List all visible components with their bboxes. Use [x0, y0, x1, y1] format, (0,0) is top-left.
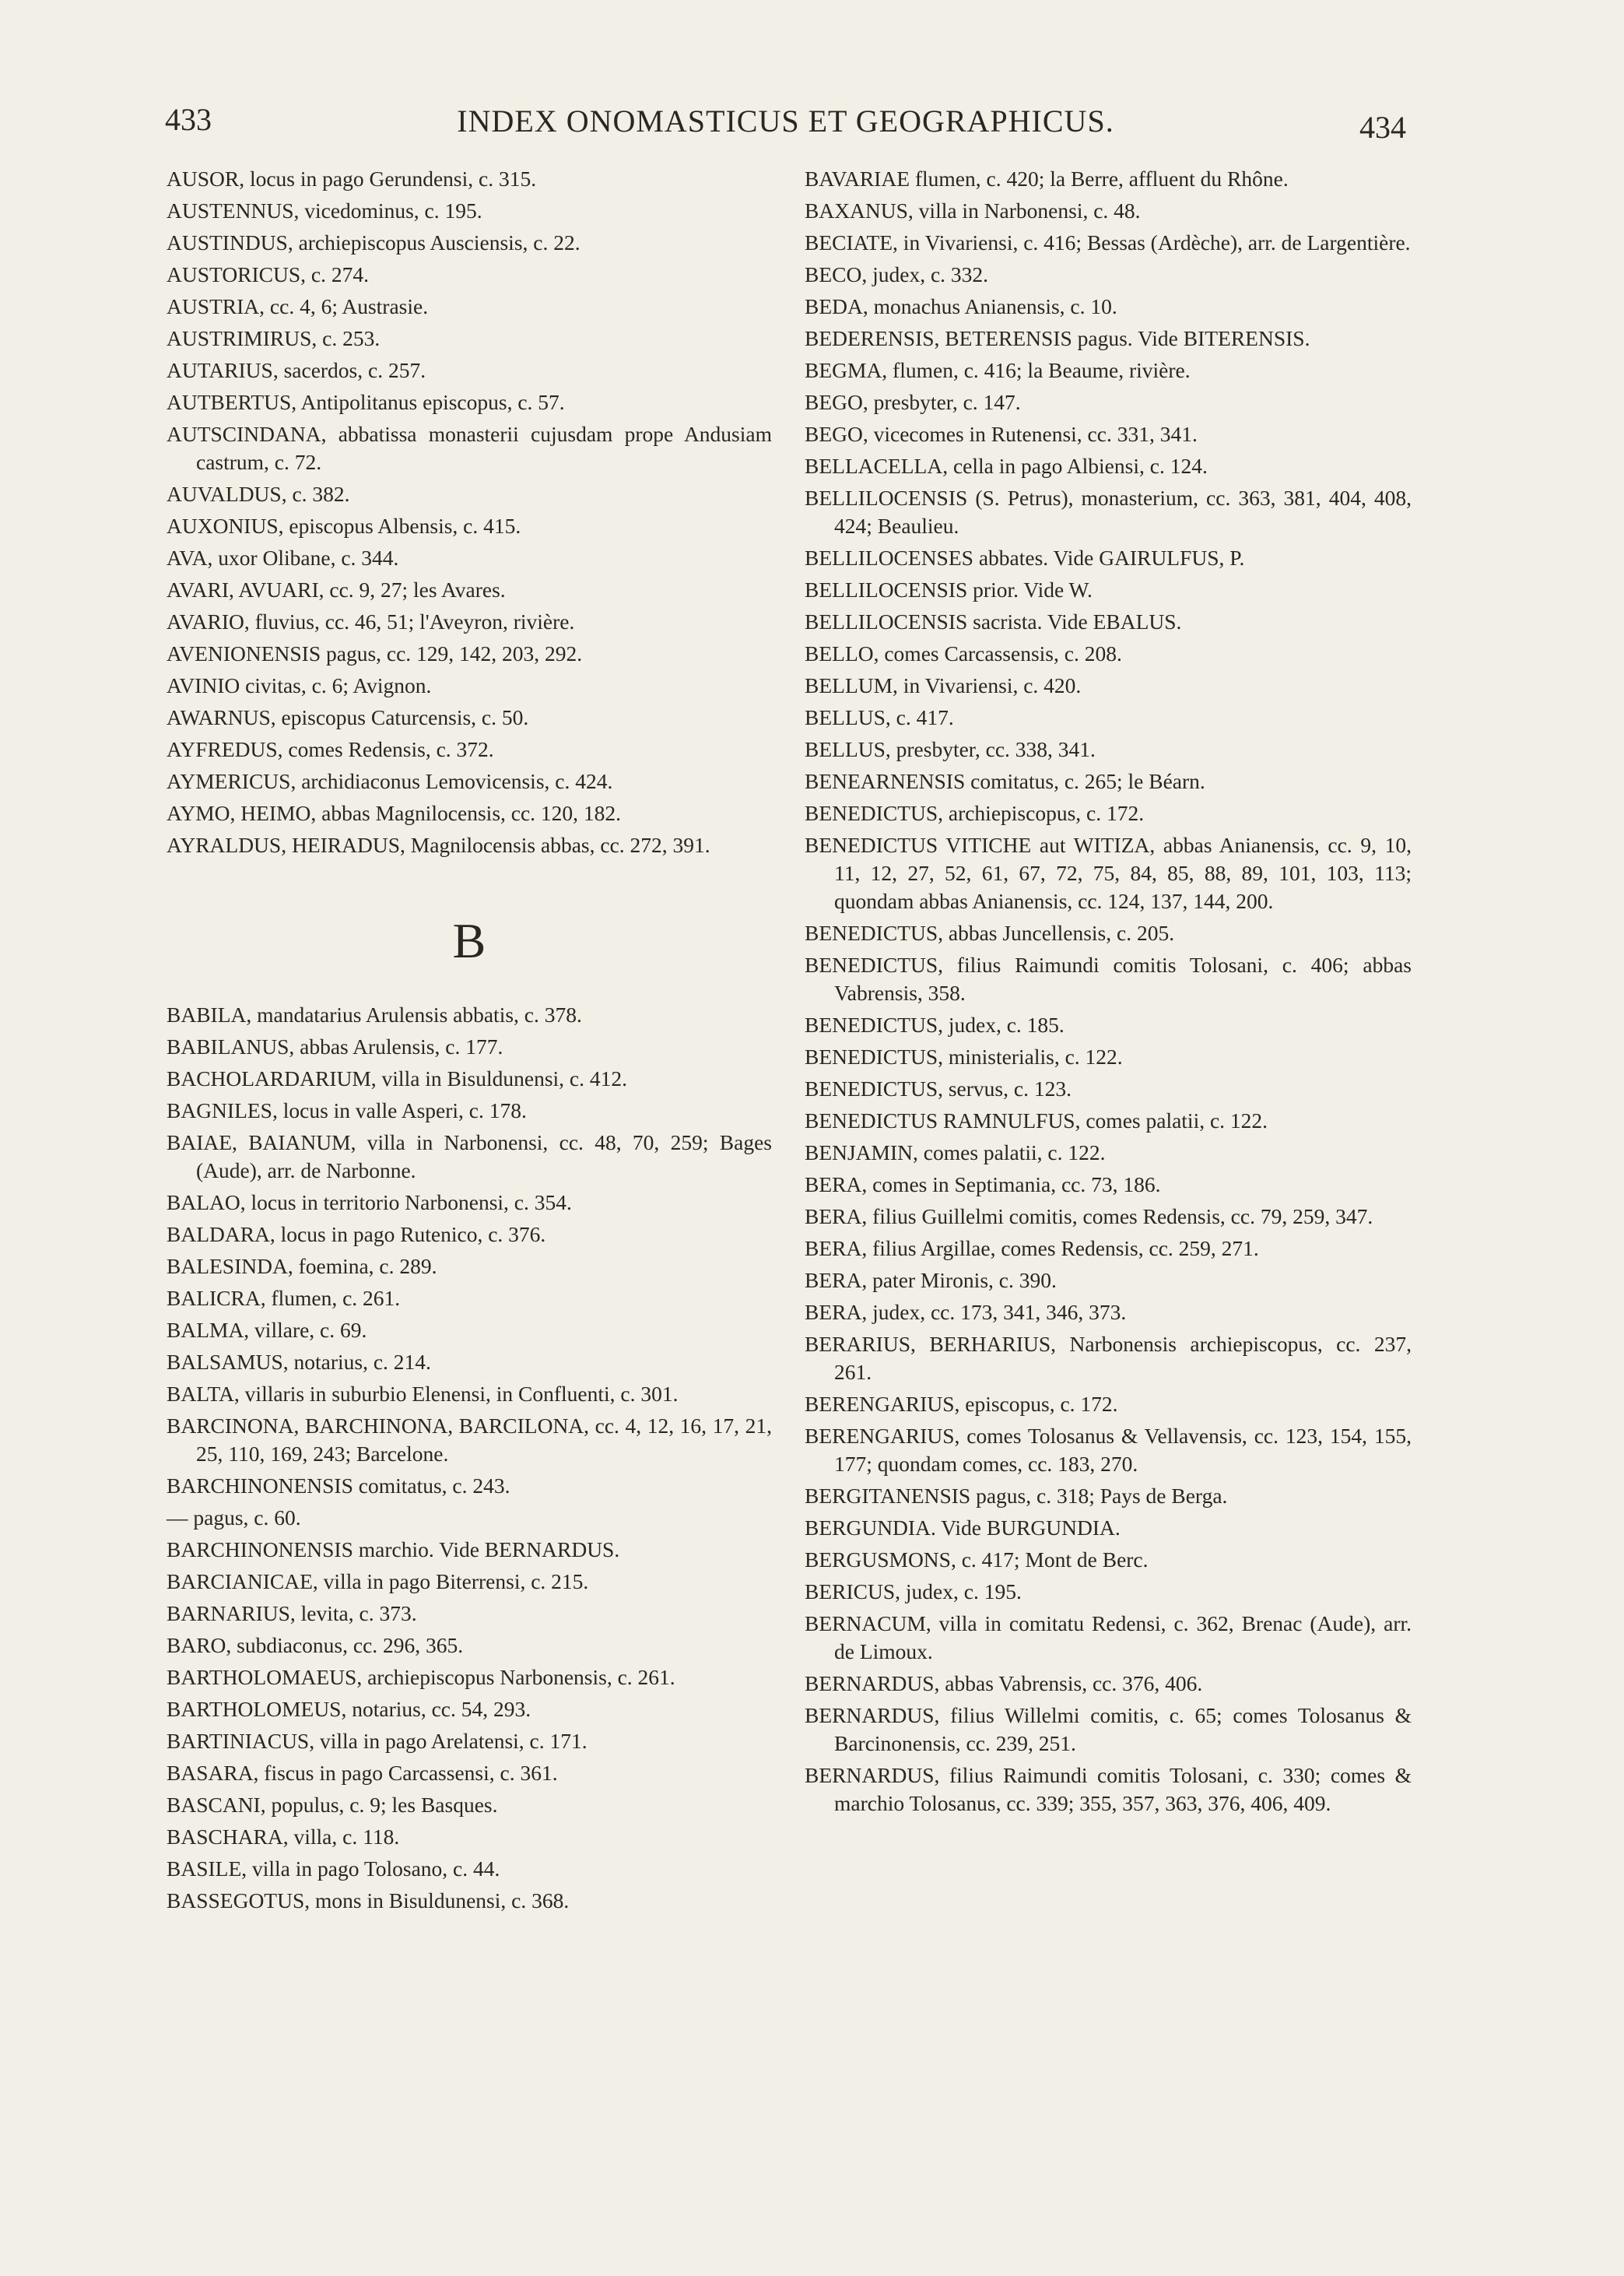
- index-entry: BARTINIACUS, villa in pago Arelatensi, c. 171.: [167, 1729, 588, 1753]
- index-entry: BENEDICTUS, ministerialis, c. 122.: [805, 1045, 1123, 1069]
- index-entry: BERNARDUS, abbas Vabrensis, cc. 376, 406.: [805, 1671, 1203, 1695]
- index-entry: BERENGARIUS, comes Tolosanus & Vellavensis, cc. 123, 154, 155, 177; quondam comes, cc. 183, 270.: [805, 1424, 1412, 1476]
- index-entry: BEGO, vicecomes in Rutenensi, cc. 331, 341.: [805, 422, 1198, 446]
- entries-b: [167, 1001, 772, 1915]
- index-entry: BELLACELLA, cella in pago Albiensi, c. 124.: [805, 454, 1208, 478]
- index-entry: BEDA, monachus Anianensis, c. 10.: [805, 294, 1117, 318]
- index-entry: BERA, filius Argillae, comes Redensis, cc. 259, 271.: [805, 1236, 1259, 1260]
- index-entry: BERENGARIUS, episcopus, c. 172.: [805, 1392, 1118, 1416]
- index-entry: BERNARDUS, filius Willelmi comitis, c. 65; comes Tolosanus & Barcinonensis, cc. 239, 251.: [805, 1703, 1412, 1755]
- index-entry: BALICRA, flumen, c. 261.: [167, 1286, 401, 1310]
- index-entry: BARTHOLOMEUS, notarius, cc. 54, 293.: [167, 1697, 531, 1721]
- index-entry: BENEARNENSIS comitatus, c. 265; le Béarn.: [805, 769, 1205, 793]
- index-entry: AUTSCINDANA, abbatissa monasterii cujusdam prope Andusiam castrum, c. 72.: [167, 422, 772, 474]
- index-entry: BARTHOLOMAEUS, archiepiscopus Narbonensis, c. 261.: [167, 1665, 675, 1689]
- index-entry: BASCANI, populus, c. 9; les Basques.: [167, 1793, 498, 1817]
- index-entry: AUVALDUS, c. 382.: [167, 482, 350, 506]
- entries-a: [167, 165, 772, 859]
- index-entry: BABILANUS, abbas Arulensis, c. 177.: [167, 1034, 503, 1059]
- index-entry: BENEDICTUS, judex, c. 185.: [805, 1013, 1065, 1037]
- index-entry: BACHOLARDARIUM, villa in Bisuldunensi, c. 412.: [167, 1066, 628, 1091]
- index-entry: BECO, judex, c. 332.: [805, 262, 989, 286]
- index-entry: AVARIO, fluvius, cc. 46, 51; l'Aveyron, rivière.: [167, 609, 575, 634]
- index-entry: BALMA, villare, c. 69.: [167, 1318, 367, 1342]
- index-entry: BERGUNDIA. Vide BURGUNDIA.: [805, 1516, 1121, 1540]
- index-entry: BELLUS, presbyter, cc. 338, 341.: [805, 737, 1096, 761]
- index-entry: BARO, subdiaconus, cc. 296, 365.: [167, 1633, 464, 1657]
- index-entry: BENEDICTUS RAMNULFUS, comes palatii, c. 122.: [805, 1108, 1268, 1133]
- index-entry: BARCINONA, BARCHINONA, BARCILONA, cc. 4, 12, 16, 17, 21, 25, 110, 169, 243; Barcelone.: [167, 1414, 772, 1466]
- index-entry: BARCIANICAE, villa in pago Biterrensi, c. 215.: [167, 1569, 589, 1593]
- index-entry: BARCHINONENSIS comitatus, c. 243.: [167, 1473, 510, 1498]
- index-entry: BAIAE, BAIANUM, villa in Narbonensi, cc. 48, 70, 259; Bages (Aude), arr. de Narbonne.: [167, 1130, 772, 1182]
- index-entry: AUTARIUS, sacerdos, c. 257.: [167, 358, 426, 382]
- index-entry: BERARIUS, BERHARIUS, Narbonensis archiepiscopus, cc. 237, 261.: [805, 1332, 1412, 1384]
- index-entry: BAXANUS, villa in Narbonensi, c. 48.: [805, 198, 1141, 223]
- index-entry: BEGMA, flumen, c. 416; la Beaume, rivière.: [805, 358, 1191, 382]
- index-entry: BERA, comes in Septimania, cc. 73, 186.: [805, 1172, 1161, 1196]
- index-entry: AYRALDUS, HEIRADUS, Magnilocensis abbas, cc. 272, 391.: [167, 833, 710, 857]
- index-entry: BENEDICTUS, filius Raimundi comitis Tolosani, c. 406; abbas Vabrensis, 358.: [805, 953, 1412, 1005]
- index-entry: AUXONIUS, episcopus Albensis, c. 415.: [167, 514, 521, 538]
- index-entry: BALAO, locus in territorio Narbonensi, c. 354.: [167, 1190, 572, 1214]
- index-entry: — pagus, c. 60.: [167, 1505, 301, 1530]
- right-column: [805, 165, 1412, 1821]
- index-entry: AUSTINDUS, archiepiscopus Ausciensis, c. 22.: [167, 230, 581, 255]
- index-entry: AYMO, HEIMO, abbas Magnilocensis, cc. 120, 182.: [167, 801, 622, 825]
- index-entry: BALESINDA, foemina, c. 289.: [167, 1254, 437, 1278]
- index-entry: BELLILOCENSIS sacrista. Vide EBALUS.: [805, 609, 1182, 634]
- index-entry: BELLUS, c. 417.: [805, 705, 954, 729]
- right-page-number: 434: [1359, 110, 1406, 145]
- index-entry: BELLO, comes Carcassensis, c. 208.: [805, 641, 1122, 666]
- index-entry: BERA, filius Guillelmi comitis, comes Redensis, cc. 79, 259, 347.: [805, 1204, 1373, 1228]
- index-entry: BERA, pater Mironis, c. 390.: [805, 1268, 1057, 1292]
- index-entry: BAVARIAE flumen, c. 420; la Berre, affluent du Rhône.: [805, 167, 1289, 191]
- index-entry: AUSTORICUS, c. 274.: [167, 262, 370, 286]
- index-entry: BASSEGOTUS, mons in Bisuldunensi, c. 368.: [167, 1888, 570, 1912]
- index-entry: BERNARDUS, filius Raimundi comitis Tolosani, c. 330; comes & marchio Tolosanus, cc. 339; 355, 357, 363, 376, 406, 409.: [805, 1763, 1412, 1815]
- section-letter: B: [452, 913, 486, 968]
- index-entry: BENEDICTUS VITICHE aut WITIZA, abbas Anianensis, cc. 9, 10, 11, 12, 27, 52, 61, 67, 72, 75, 84, 85, 88, 89, 101, 103, 113; quondam abbas Anianensis, cc. 124, 137, 144, 200.: [805, 833, 1412, 913]
- running-header: [165, 100, 1406, 146]
- index-entry: AVA, uxor Olibane, c. 344.: [167, 546, 399, 570]
- index-entry: BERA, judex, cc. 173, 341, 346, 373.: [805, 1300, 1127, 1324]
- index-entry: BERGITANENSIS pagus, c. 318; Pays de Berga.: [805, 1484, 1228, 1508]
- index-entry: AYFREDUS, comes Redensis, c. 372.: [167, 737, 494, 761]
- index-entry: BABILA, mandatarius Arulensis abbatis, c. 378.: [167, 1003, 582, 1027]
- index-entry: AUSTENNUS, vicedominus, c. 195.: [167, 198, 482, 223]
- index-entry: BALTA, villaris in suburbio Elenensi, in Confluenti, c. 301.: [167, 1382, 679, 1406]
- left-column: [167, 165, 772, 1919]
- entries-right: [805, 165, 1412, 1818]
- index-entry: BALSAMUS, notarius, c. 214.: [167, 1350, 431, 1374]
- index-entry: AUSOR, locus in pago Gerundensi, c. 315.: [167, 167, 537, 191]
- index-entry: AVENIONENSIS pagus, cc. 129, 142, 203, 292.: [167, 641, 583, 666]
- index-entry: BERGUSMONS, c. 417; Mont de Berc.: [805, 1547, 1149, 1572]
- index-entry: BEDERENSIS, BETERENSIS pagus. Vide BITERENSIS.: [805, 326, 1310, 350]
- index-entry: BEGO, presbyter, c. 147.: [805, 390, 1021, 414]
- index-entry: AWARNUS, episcopus Caturcensis, c. 50.: [167, 705, 529, 729]
- index-entry: BAGNILES, locus in valle Asperi, c. 178.: [167, 1098, 527, 1122]
- index-entry: BENEDICTUS, servus, c. 123.: [805, 1077, 1072, 1101]
- index-entry: BASCHARA, villa, c. 118.: [167, 1825, 400, 1849]
- index-entry: BARNARIUS, levita, c. 373.: [167, 1601, 417, 1625]
- index-entry: BASARA, fiscus in pago Carcassensi, c. 361.: [167, 1761, 558, 1785]
- index-entry: AUTBERTUS, Antipolitanus episcopus, c. 57.: [167, 390, 565, 414]
- index-entry: BASILE, villa in pago Tolosano, c. 44.: [167, 1856, 500, 1881]
- index-entry: AVINIO civitas, c. 6; Avignon.: [167, 673, 432, 697]
- index-entry: BERICUS, judex, c. 195.: [805, 1579, 1022, 1603]
- index-entry: BENEDICTUS, archiepiscopus, c. 172.: [805, 801, 1145, 825]
- index-entry: BERNACUM, villa in comitatu Redensi, c. 362, Brenac (Aude), arr. de Limoux.: [805, 1611, 1412, 1663]
- index-entry: BENEDICTUS, abbas Juncellensis, c. 205.: [805, 921, 1175, 945]
- index-entry: AVARI, AVUARI, cc. 9, 27; les Avares.: [167, 578, 506, 602]
- index-entry: BELLILOCENSIS prior. Vide W.: [805, 578, 1093, 602]
- index-entry: AUSTRIMIRUS, c. 253.: [167, 326, 381, 350]
- running-title: INDEX ONOMASTICUS ET GEOGRAPHICUS.: [457, 104, 1114, 139]
- index-entry: BELLILOCENSIS (S. Petrus), monasterium, cc. 363, 381, 404, 408, 424; Beaulieu.: [805, 486, 1412, 538]
- index-entry: BENJAMIN, comes palatii, c. 122.: [805, 1140, 1106, 1164]
- index-entry: AYMERICUS, archidiaconus Lemovicensis, c. 424.: [167, 769, 613, 793]
- index-entry: BECIATE, in Vivariensi, c. 416; Bessas (Ardèche), arr. de Largentière.: [805, 230, 1411, 255]
- index-entry: BELLILOCENSES abbates. Vide GAIRULFUS, P.: [805, 546, 1245, 570]
- left-page-number: 433: [165, 102, 212, 137]
- index-entry: AUSTRIA, cc. 4, 6; Austrasie.: [167, 294, 429, 318]
- index-entry: BALDARA, locus in pago Rutenico, c. 376.: [167, 1222, 546, 1246]
- index-entry: BARCHINONENSIS marchio. Vide BERNARDUS.: [167, 1537, 620, 1561]
- index-entry: BELLUM, in Vivariensi, c. 420.: [805, 673, 1082, 697]
